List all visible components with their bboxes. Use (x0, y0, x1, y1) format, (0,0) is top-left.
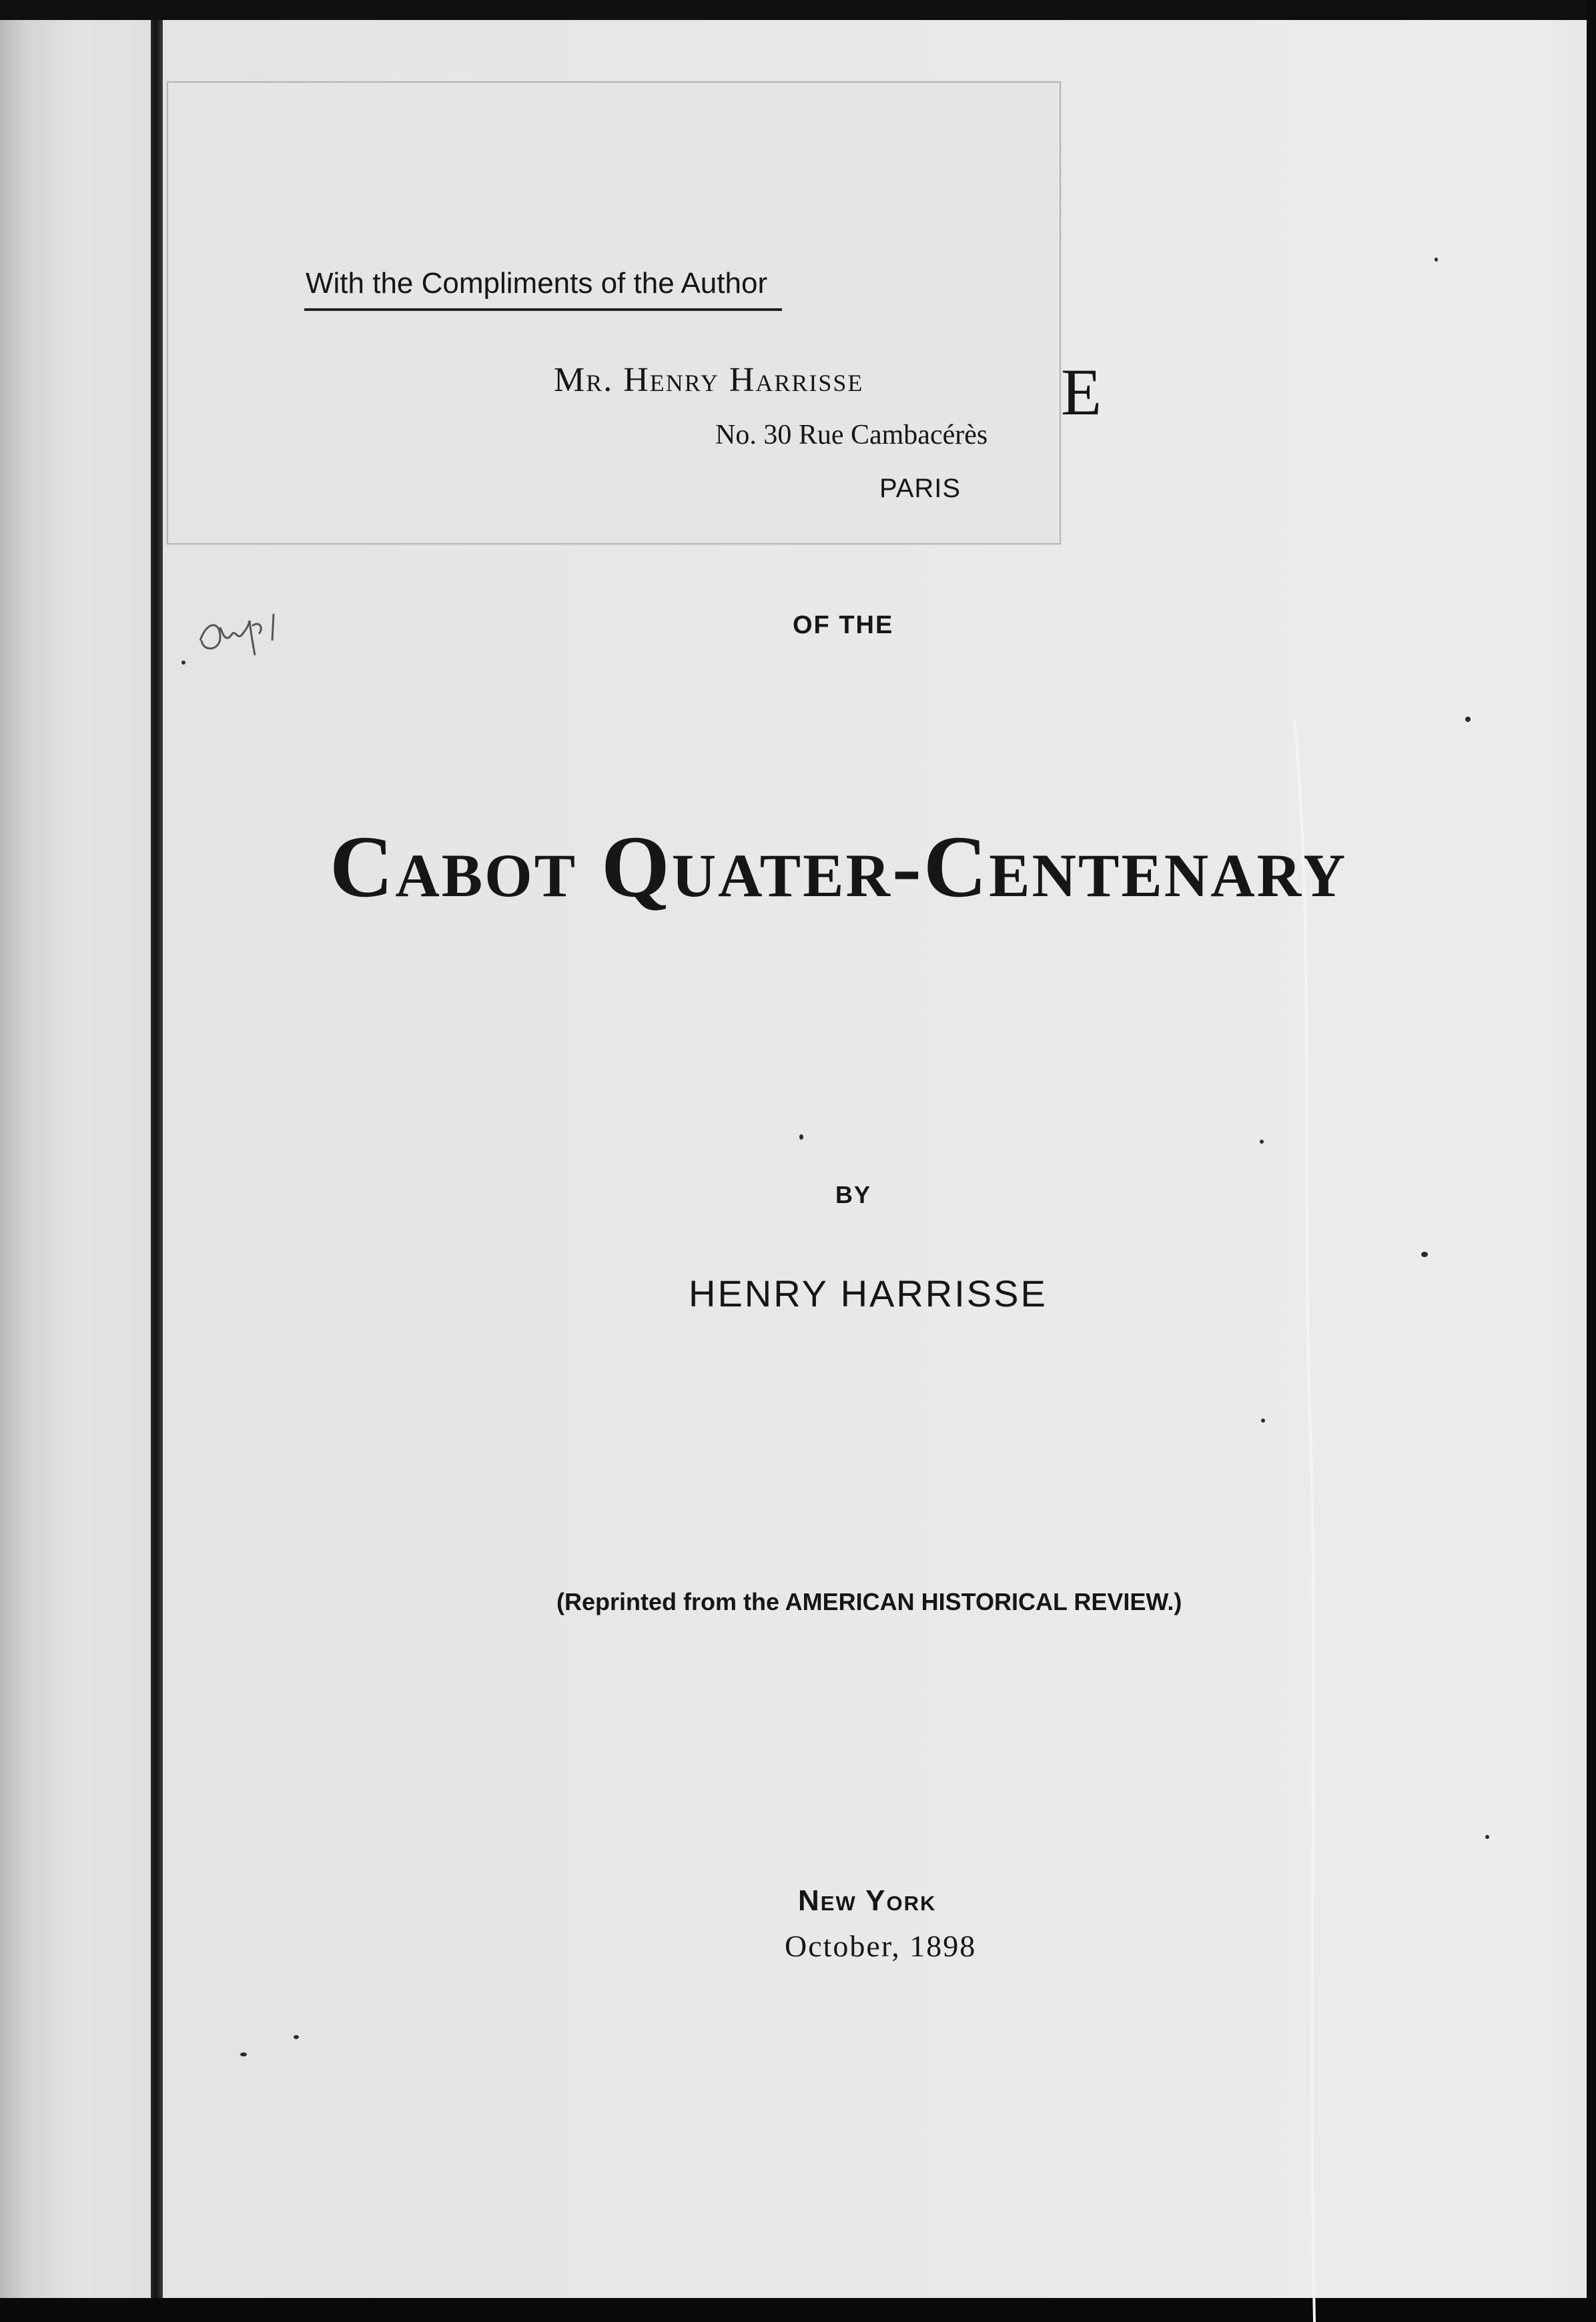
addressee-city: PARIS (879, 474, 961, 503)
publication-place: New York (798, 1884, 937, 1917)
title-preposition: OF THE (793, 611, 894, 639)
addressee-name: Mr. Henry Harrisse (554, 361, 864, 399)
compliments-underline (304, 308, 782, 311)
compliments-line: With the Compliments of the Author (306, 267, 768, 300)
gutter-shadow (151, 0, 163, 2322)
page-title: Cabot Quater-Centenary (330, 817, 1348, 915)
reprint-note: (Reprinted from the AMERICAN HISTORICAL REVIEW.) (556, 1588, 1182, 1615)
paper-fiber-mark (1288, 721, 1328, 2322)
scan-top-border (0, 0, 1596, 20)
scan-right-border (1587, 0, 1596, 2322)
title-fragment: E (1061, 355, 1102, 429)
scan-bottom-border (0, 2298, 1596, 2322)
handwritten-shelfmark (193, 601, 294, 661)
publication-date: October, 1898 (785, 1929, 977, 1963)
facing-page-edge (0, 0, 153, 2322)
addressee-street: No. 30 Rue Cambacérès (715, 420, 988, 450)
byline-label: BY (835, 1181, 872, 1208)
author-name: HENRY HARRISSE (689, 1272, 1048, 1314)
